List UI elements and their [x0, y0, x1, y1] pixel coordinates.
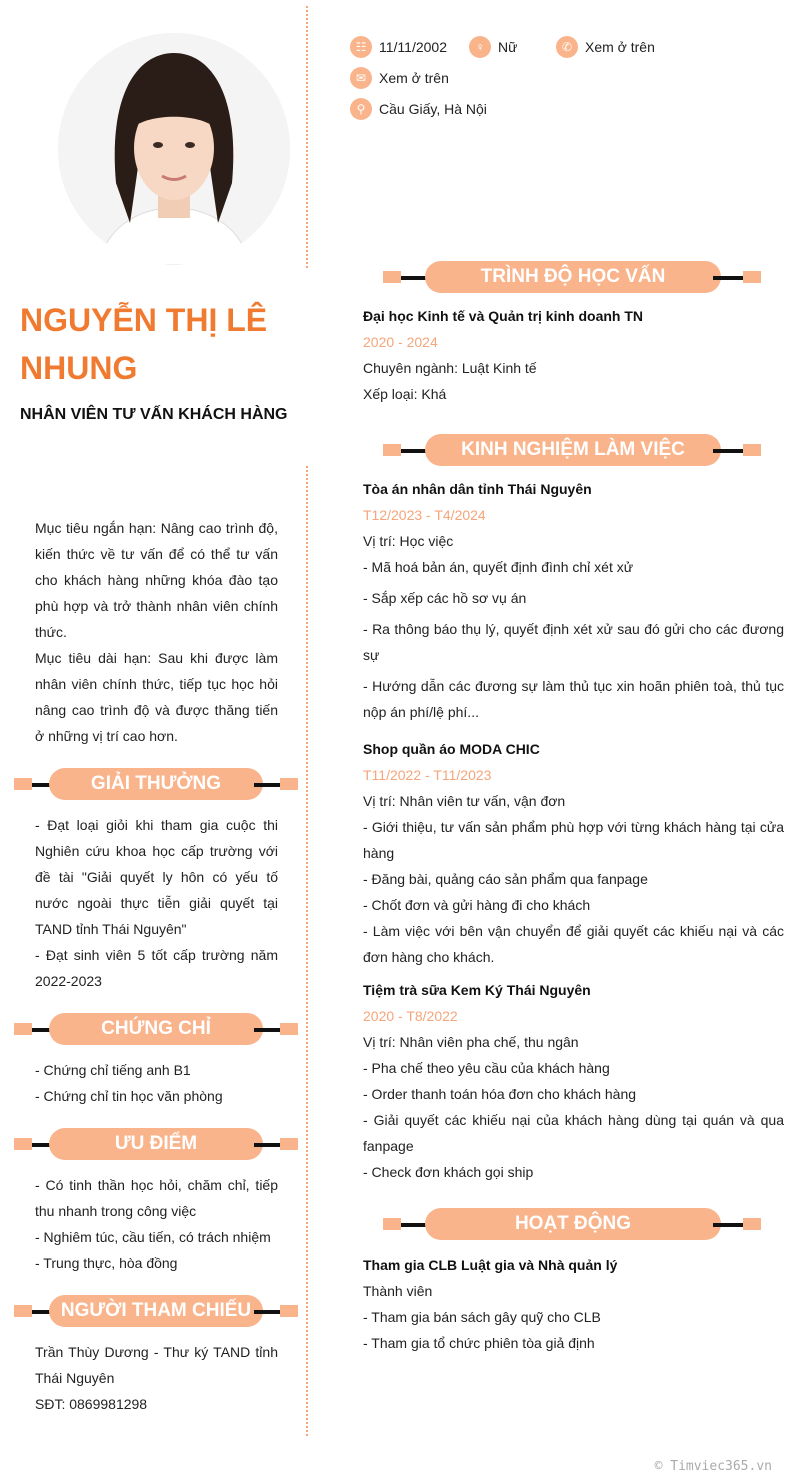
list-item: - Chứng chỉ tin học văn phòng [35, 1088, 223, 1104]
job-duty: - Check đơn khách gọi ship [363, 1164, 534, 1180]
education-major: Chuyên ngành: Luật Kinh tế [363, 360, 537, 376]
education-heading: TRÌNH ĐỘ HỌC VẤN [383, 261, 763, 295]
list-item: - Tham gia tổ chức phiên tòa giả định [363, 1335, 595, 1351]
education-grade: Xếp loại: Khá [363, 386, 447, 402]
portrait-image [58, 33, 290, 265]
awards-list [35, 812, 278, 994]
experience-heading: KINH NGHIỆM LÀM VIỆC [383, 434, 763, 468]
job-duty: - Giải quyết các khiếu nại của khách hàng dùng tại quán và qua fanpage [363, 1112, 784, 1154]
job-duty: - Mã hoá bản án, quyết định đình chỉ xét xử [363, 559, 634, 575]
email-icon: ✉ [350, 67, 372, 89]
list-item: - Trung thực, hòa đồng [35, 1255, 178, 1271]
contact-phone [556, 36, 655, 58]
job-duty: - Đăng bài, quảng cáo sản phẩm qua fanpage [363, 871, 648, 887]
job-company: Shop quần áo MODA CHIC [363, 741, 540, 757]
job-position: Vị trí: Nhân viên tư vấn, vận đơn [363, 793, 566, 809]
list-item: - Chứng chỉ tiếng anh B1 [35, 1062, 191, 1078]
gender-icon: ♀ [469, 36, 491, 58]
long-term-objective: Mục tiêu dài hạn: Sau khi được làm nhân viên chính thức, tiếp tục học hỏi nâng cao trình độ và được thăng tiến ở những vị trí cao hơn. [35, 650, 278, 744]
job-duty: - Sắp xếp các hồ sơ vụ án [363, 590, 527, 606]
avatar [58, 33, 290, 265]
job-period: T11/2022 - T11/2023 [363, 767, 492, 783]
job-company: Tòa án nhân dân tỉnh Thái Nguyên [363, 481, 592, 497]
reference-person: Trần Thùy Dương - Thư ký TAND tỉnh Thái Nguyên [35, 1344, 278, 1386]
list-item: - Tham gia bán sách gây quỹ cho CLB [363, 1309, 601, 1325]
school-name: Đại học Kinh tế và Quản trị kinh doanh TN [363, 308, 644, 324]
certificates-heading: CHỨNG CHỈ [14, 1013, 298, 1047]
job-duty: - Làm việc với bên vận chuyển để giải quyết các khiếu nại và các đơn hàng cho khách. [363, 923, 784, 965]
job-duty: - Pha chế theo yêu cầu của khách hàng [363, 1060, 610, 1076]
job-entry [363, 476, 784, 725]
list-item: - Nghiêm túc, cầu tiến, có trách nhiệm [35, 1229, 271, 1245]
phone-text: Xem ở trên [585, 39, 655, 55]
activity-role: Thành viên [363, 1283, 433, 1299]
column-divider [306, 6, 308, 1436]
education-block [363, 303, 784, 407]
contact-gender [469, 36, 517, 58]
job-period: T12/2023 - T4/2024 [363, 507, 486, 523]
references-block [35, 1339, 278, 1417]
certificates-list [35, 1057, 278, 1109]
email-text: Xem ở trên [379, 70, 449, 86]
candidate-name: NGUYỄN THỊ LÊ NHUNG [20, 302, 268, 386]
list-item: - Có tinh thần học hỏi, chăm chỉ, tiếp thu nhanh trong công việc [35, 1177, 278, 1219]
activity-title: Tham gia CLB Luật gia và Nhà quản lý [363, 1257, 618, 1273]
gender-text: Nữ [498, 39, 518, 55]
references-heading: NGƯỜI THAM CHIẾU [14, 1295, 298, 1329]
reference-phone: SĐT: 0869981298 [35, 1396, 148, 1412]
job-entry [363, 977, 784, 1185]
job-duty: - Chốt đơn và gửi hàng đi cho khách [363, 897, 591, 913]
contact-birthday [350, 36, 447, 58]
activities-block [363, 1252, 784, 1356]
job-duty: - Giới thiệu, tư vấn sản phẩm phù hợp với từng khách hàng tại cửa hàng [363, 819, 784, 861]
job-period: 2020 - T8/2022 [363, 1008, 458, 1024]
list-item: - Đạt sinh viên 5 tốt cấp trường năm 2022-2023 [35, 947, 278, 989]
divider-gap [300, 268, 314, 464]
cake-icon: ☷ [350, 36, 372, 58]
job-title: NHÂN VIÊN TƯ VẤN KHÁCH HÀNG [20, 406, 288, 423]
phone-icon: ✆ [556, 36, 578, 58]
job-entry [363, 736, 784, 970]
watermark: © Timviec365.vn [654, 1459, 772, 1474]
job-position: Vị trí: Học việc [363, 533, 454, 549]
strengths-list [35, 1172, 278, 1276]
map-pin-icon: ⚲ [350, 98, 372, 120]
job-duty: - Order thanh toán hóa đơn cho khách hàng [363, 1086, 637, 1102]
job-position: Vị trí: Nhân viên pha chế, thu ngân [363, 1034, 579, 1050]
career-objective [35, 515, 278, 749]
awards-heading: GIẢI THƯỞNG [14, 768, 298, 802]
birthday-text: 11/11/2002 [379, 39, 447, 55]
education-period: 2020 - 2024 [363, 334, 438, 350]
contact-address [350, 98, 487, 120]
activities-heading: HOẠT ĐỘNG [383, 1208, 763, 1242]
strengths-heading: ƯU ĐIỂM [14, 1128, 298, 1162]
job-duty: - Hướng dẫn các đương sự làm thủ tục xin hoãn phiên toà, thủ tục nộp án phí/lệ phí... [363, 678, 784, 720]
job-duty: - Ra thông báo thụ lý, quyết định xét xử sau đó gửi cho các đương sự [363, 621, 784, 663]
short-term-objective: Mục tiêu ngắn hạn: Nâng cao trình độ, kiến thức về tư vấn để có thể tư vấn cho khách hàng những khóa đào tạo phù hợp và trở thành nhân viên chính thức. [35, 520, 278, 640]
contact-email [350, 67, 449, 89]
job-company: Tiệm trà sữa Kem Ký Thái Nguyên [363, 982, 591, 998]
address-text: Cầu Giấy, Hà Nội [379, 101, 487, 117]
list-item: - Đạt loại giỏi khi tham gia cuộc thi Nghiên cứu khoa học cấp trường với đề tài "Giải quyết ly hôn có yếu tố nước ngoài thực tiễn giải quyết tại TAND tỉnh Thái Nguyên" [35, 817, 278, 937]
